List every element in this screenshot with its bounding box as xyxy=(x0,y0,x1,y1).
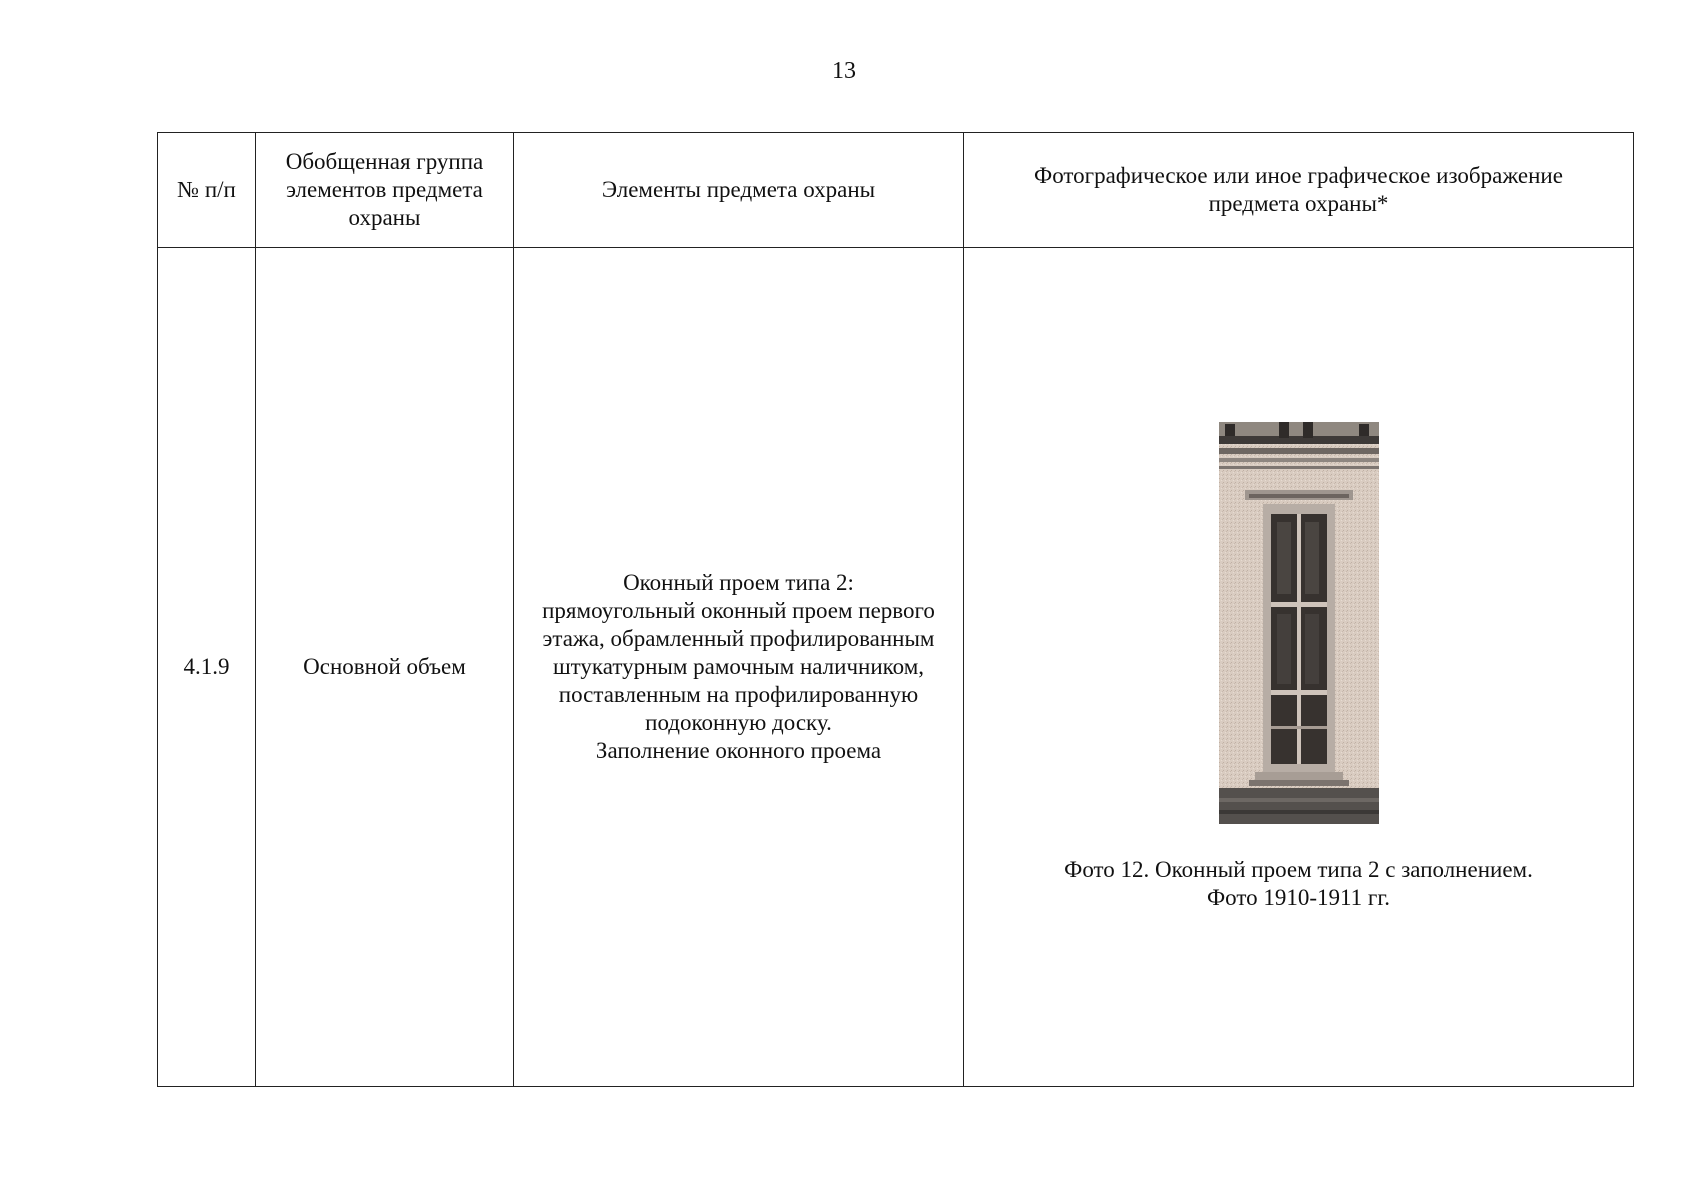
table-header-row xyxy=(158,133,1634,248)
protection-table xyxy=(157,132,1634,1087)
header-photo: Фотографическое или иное графическое изображение предмета охраны* xyxy=(964,133,1634,248)
header-group: Обобщенная группа элементов предмета охраны xyxy=(256,133,514,248)
header-number: № п/п xyxy=(158,133,256,248)
row-elements: Оконный проем типа 2: прямоугольный оконный проем первого этажа, обрамленный профилированным штукатурным рамочным наличником, поставленным на профилированную подоконную доску. Заполнение оконного проема xyxy=(514,248,964,1087)
row-number: 4.1.9 xyxy=(158,248,256,1087)
row-photo-cell xyxy=(964,248,1634,1087)
photo-caption: Фото 12. Оконный проем типа 2 с заполнением. Фото 1910-1911 гг. xyxy=(1064,857,1533,910)
header-elements: Элементы предмета охраны xyxy=(514,133,964,248)
table-row xyxy=(158,248,1634,1087)
row-group: Основной объем xyxy=(256,248,514,1087)
window-photo-icon xyxy=(1219,422,1379,824)
page-number: 13 xyxy=(832,58,856,84)
